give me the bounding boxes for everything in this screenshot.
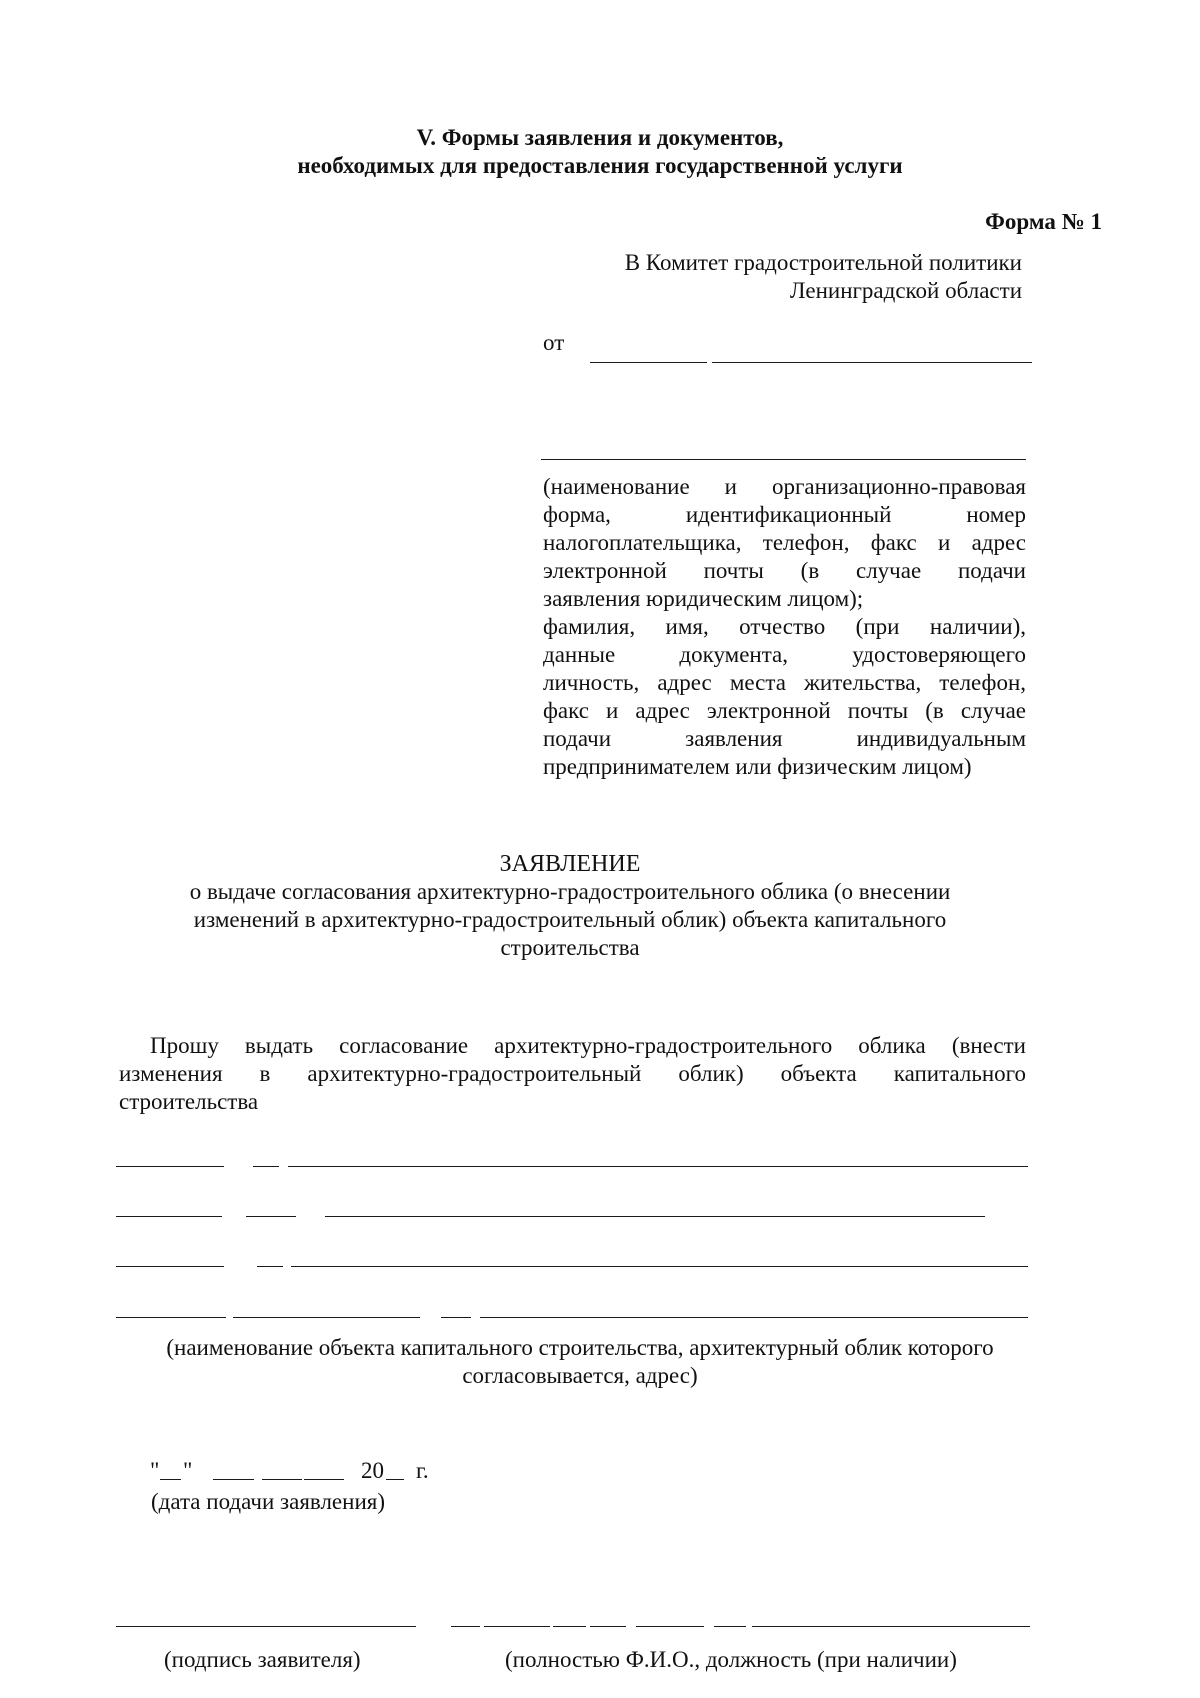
signature-blank-line [116,1626,416,1627]
applicant-note-line: данные документа, удостоверяющего [543,642,1026,667]
statement-subtitle-line2: изменений в архитектурно-градостроительный облик) объекта капитального [193,907,947,932]
applicant-note-line: фамилия, имя, отчество (при наличии), [543,614,1026,639]
statement-subtitle-line3: строительства [500,935,640,960]
date-year-prefix: 20 [361,1458,384,1483]
applicant-note-line: налогоплательщика, телефон, факс и адрес [543,530,1026,555]
applicant-note-line: заявления юридическим лицом); [543,586,864,611]
object-note-line2: согласовывается, адрес) [462,1363,698,1388]
applicant-note-line: электронной почты (в случае подачи [543,558,1026,583]
applicant-note-line: (наименование и организационно-правовая [543,474,1026,499]
applicant-note-line: форма, идентификационный номер [543,502,1026,527]
section-title-line2: необходимых для предоставления государственной услуги [297,153,903,178]
applicant-blank-line-2 [541,459,1026,460]
applicant-note-line: предпринимателем или физическим лицом) [543,754,972,779]
signature-label: (подпись заявителя) [164,1647,361,1672]
date-year-suffix: г. [416,1458,429,1483]
statement-subtitle-line1: о выдаче согласования архитектурно-градостроительного облика (о внесении [189,879,951,904]
date-quote-close: " [183,1458,193,1483]
object-note-line1: (наименование объекта капитального строительства, архитектурный облик которого [166,1335,994,1360]
body-line1: Прошу выдать согласование архитектурно-градостроительного облика (внести [150,1033,1026,1058]
name-label: (полностью Ф.И.О., должность (при наличии) [505,1647,957,1672]
applicant-note [543,473,1026,781]
date-label: (дата подачи заявления) [151,1489,385,1514]
date-quote-open: " [150,1458,160,1483]
statement-title: ЗАЯВЛЕНИЕ [499,851,641,877]
body-line3: строительства [119,1089,259,1114]
applicant-note-line: факс и адрес электронной почты (в случае [543,698,1026,723]
addressee-line1: В Комитет градостроительной политики [624,250,1022,275]
from-label: от [543,330,565,355]
applicant-note-line: подачи заявления индивидуальным [543,726,1026,751]
date-line [150,1457,450,1485]
section-title-line1: V. Формы заявления и документов, [416,125,784,150]
addressee-line2: Ленинградской области [789,278,1022,303]
form-number: Форма № 1 [985,209,1102,234]
body-line2: изменения в архитектурно-градостроительный облик) объекта капитального [119,1061,1026,1086]
applicant-note-line: личность, адрес места жительства, телефон, [543,670,1026,695]
body-paragraph [119,1032,1026,1116]
